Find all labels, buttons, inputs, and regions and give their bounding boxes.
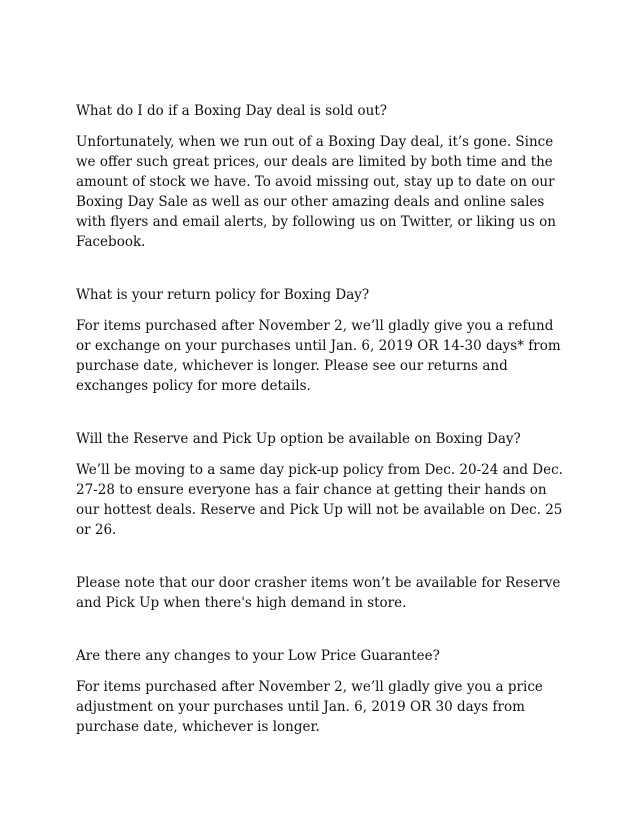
faq-section-sold-out	[76, 101, 566, 252]
faq-question: What is your return policy for Boxing Day?	[76, 287, 370, 303]
faq-answer: For items purchased after November 2, we’ll gladly give you a refund or exchange on your purchases until Jan. 6, 2019 OR 14-30 days* from purchase date, whichever is longer. Please see our returns and exchanges policy for more details.	[76, 318, 561, 394]
door-crasher-note: Please note that our door crasher items won’t be available for Reserve and Pick Up when there's high demand in store.	[76, 575, 561, 611]
faq-question: What do I do if a Boxing Day deal is sold out?	[76, 103, 388, 119]
faq-section-return-policy	[76, 285, 566, 396]
faq-answer: Unfortunately, when we run out of a Boxing Day deal, it’s gone. Since we offer such great prices, our deals are limited by both time and the amount of stock we have. To avoid missing out, stay up to date on our Boxing Day Sale as well as our other amazing deals and online sales with flyers and email alerts, by following us on Twitter, or liking us on Facebook.	[76, 134, 556, 250]
faq-answer: We’ll be moving to a same day pick-up policy from Dec. 20-24 and Dec. 27-28 to ensure everyone has a fair chance at getting their hands on our hottest deals. Reserve and Pick Up will not be available on Dec. 25 or 26.	[76, 462, 563, 538]
faq-section-low-price-guarantee	[76, 646, 566, 737]
faq-question: Will the Reserve and Pick Up option be available on Boxing Day?	[76, 431, 521, 447]
faq-answer: For items purchased after November 2, we’ll gladly give you a price adjustment on your purchases until Jan. 6, 2019 OR 30 days from purchase date, whichever is longer.	[76, 679, 543, 735]
document-page	[76, 101, 566, 770]
faq-section-reserve-pickup	[76, 429, 566, 540]
faq-question: Are there any changes to your Low Price Guarantee?	[76, 648, 440, 664]
